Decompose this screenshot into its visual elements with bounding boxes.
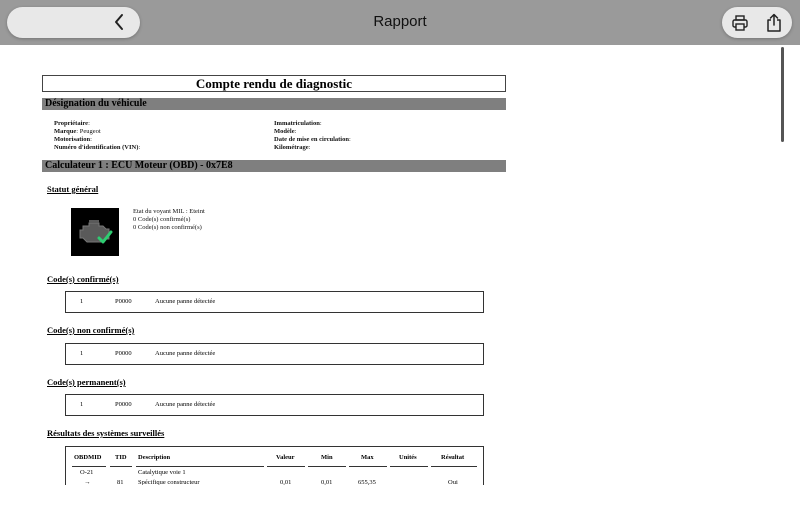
code-number: 1 [80,298,84,305]
permanent-codes-heading: Code(s) permanent(s) [47,377,126,387]
status-unconfirmed-count: 0 Code(s) non confirmé(s) [133,224,202,231]
status-confirmed-count: 0 Code(s) confirmé(s) [133,216,191,223]
printer-icon [731,14,749,32]
field-vin: Numéro d'identification (VIN): [54,144,141,151]
actions-pill [722,7,792,38]
code-description: Aucune panne détectée [155,298,216,305]
row2-resultat: Oui [448,479,458,485]
field-mileage: Kilométrage: [274,144,311,151]
header-rule [308,466,346,467]
code-value: P0000 [115,350,132,357]
header-rule [349,466,387,467]
code-value: P0000 [115,298,132,305]
header-rule [431,466,477,467]
col-tid: TID [115,454,127,461]
row2-valeur: 0,01 [280,479,292,485]
field-model: Modèle: [274,128,297,135]
col-valeur: Valeur [276,454,295,461]
monitored-results-table [65,446,484,485]
row2-min: 0,01 [321,479,333,485]
row2-obdmid: → [84,479,91,485]
confirmed-codes-table [65,291,484,313]
print-button[interactable] [728,11,752,35]
code-value: P0000 [115,401,132,408]
code-number: 1 [80,401,84,408]
report-title: Compte rendu de diagnostic [42,75,506,92]
code-description: Aucune panne détectée [155,401,216,408]
ecu-section-header: Calculateur 1 : ECU Moteur (OBD) - 0x7E8 [42,160,506,172]
col-unites: Unités [399,454,417,461]
monitored-results-heading: Résultats des systèmes surveillés [47,428,165,438]
field-brand: Marque: Peugeot [54,128,101,135]
col-min: Min [321,454,333,461]
bottom-safe-area [0,485,800,525]
row2-tid: 81 [117,479,124,485]
col-resultat: Résultat [441,454,465,461]
header-rule [267,466,305,467]
field-owner: Propriétaire: [54,120,90,127]
header-rule [390,466,428,467]
engine-check-icon [71,208,119,256]
row2-description: Spécifique constructeur [138,479,200,485]
code-number: 1 [80,350,84,357]
col-description: Description [138,454,171,461]
share-icon [765,13,783,33]
permanent-codes-table [65,394,484,416]
col-obdmid: OBDMID [74,454,102,461]
field-engine: Motorisation: [54,136,92,143]
header-rule [136,466,264,467]
col-max: Max [361,454,374,461]
code-description: Aucune panne détectée [155,350,216,357]
scrollbar[interactable] [781,47,784,142]
field-first-registration-date: Date de mise en circulation: [274,136,351,143]
unconfirmed-codes-heading: Code(s) non confirmé(s) [47,325,135,335]
header-rule [110,466,132,467]
unconfirmed-codes-table [65,343,484,365]
engine-status-image [71,208,119,256]
report-document [0,45,780,485]
header-rule [72,466,106,467]
row1-obdmid: O-21 [80,469,94,476]
status-heading: Statut général [47,184,99,194]
status-mil: Etat du voyant MIL : Eteint [133,208,205,215]
vehicle-section-header: Désignation du véhicule [42,98,506,110]
confirmed-codes-heading: Code(s) confirmé(s) [47,274,119,284]
share-button[interactable] [762,11,786,35]
page-title: Rapport [373,13,427,30]
row1-description: Catalytique voie 1 [138,469,186,476]
field-registration: Immatriculation: [274,120,322,127]
top-navigation-bar [0,0,800,45]
row2-max: 655,35 [358,479,376,485]
